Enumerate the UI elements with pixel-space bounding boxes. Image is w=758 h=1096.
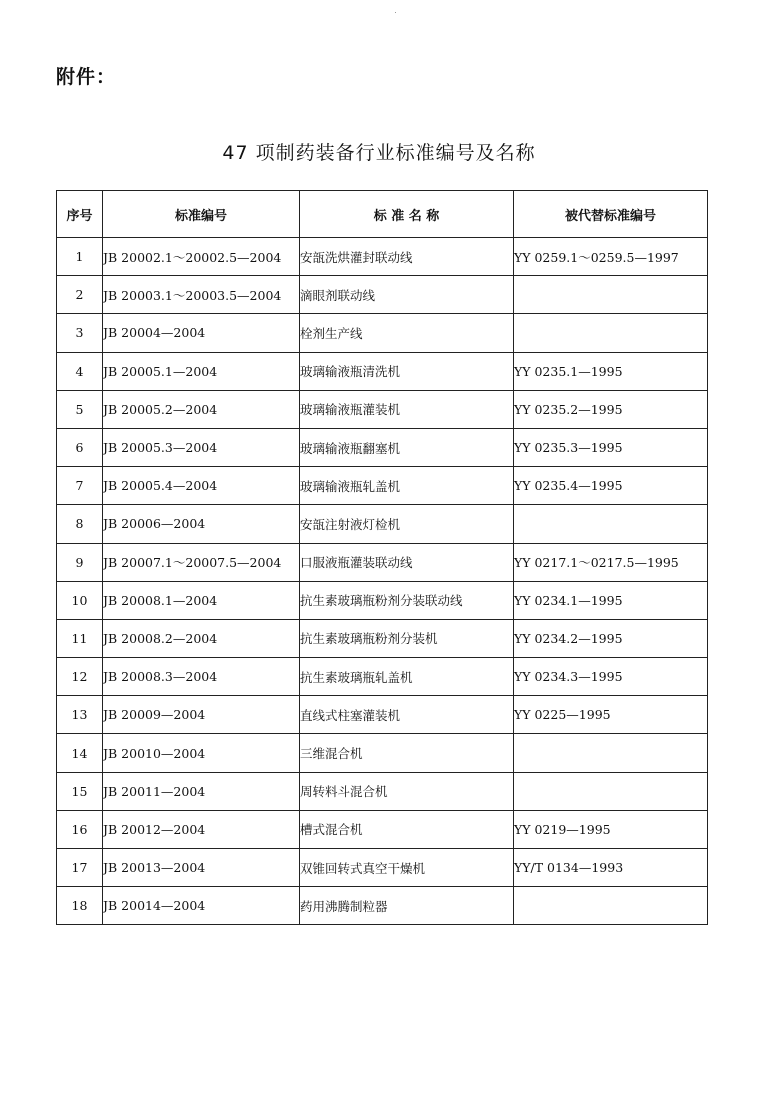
cell-code: JB 20014—2004 [103,887,300,925]
cell-code: JB 20013—2004 [103,849,300,887]
cell-name: 周转料斗混合机 [300,772,514,810]
table-row [57,390,708,428]
cell-seq: 10 [57,581,103,619]
cell-seq: 16 [57,810,103,848]
table-row [57,238,708,276]
cell-replaced: YY 0219—1995 [514,810,708,848]
scan-speck [395,12,396,13]
cell-replaced [514,276,708,314]
table-row [57,581,708,619]
table-row [57,543,708,581]
cell-code: JB 20011—2004 [103,772,300,810]
cell-replaced [514,314,708,352]
table-row [57,467,708,505]
cell-seq: 9 [57,543,103,581]
cell-seq: 17 [57,849,103,887]
table-row [57,619,708,657]
cell-name: 三维混合机 [300,734,514,772]
header-seq: 序号 [57,191,103,238]
table-row [57,505,708,543]
cell-replaced [514,734,708,772]
cell-replaced: YY 0234.1—1995 [514,581,708,619]
cell-code: JB 20008.3—2004 [103,658,300,696]
cell-name: 滴眼剂联动线 [300,276,514,314]
table-row [57,734,708,772]
cell-code: JB 20005.4—2004 [103,467,300,505]
cell-replaced [514,505,708,543]
cell-replaced: YY/T 0134—1993 [514,849,708,887]
standards-table [56,190,708,925]
cell-replaced: YY 0234.2—1995 [514,619,708,657]
table-row [57,658,708,696]
cell-name: 栓剂生产线 [300,314,514,352]
cell-replaced [514,772,708,810]
cell-name: 玻璃输液瓶轧盖机 [300,467,514,505]
cell-seq: 12 [57,658,103,696]
cell-code: JB 20006—2004 [103,505,300,543]
table-row [57,887,708,925]
table-body [57,238,708,925]
cell-replaced: YY 0235.2—1995 [514,390,708,428]
cell-replaced: YY 0217.1～0217.5—1995 [514,543,708,581]
cell-name: 安瓿注射液灯检机 [300,505,514,543]
cell-code: JB 20005.2—2004 [103,390,300,428]
cell-name: 玻璃输液瓶灌装机 [300,390,514,428]
cell-code: JB 20005.3—2004 [103,428,300,466]
cell-seq: 11 [57,619,103,657]
table-row [57,810,708,848]
cell-name: 抗生素玻璃瓶粉剂分装联动线 [300,581,514,619]
cell-seq: 2 [57,276,103,314]
table-row [57,849,708,887]
cell-name: 玻璃输液瓶清洗机 [300,352,514,390]
cell-code: JB 20012—2004 [103,810,300,848]
cell-seq: 14 [57,734,103,772]
cell-code: JB 20008.2—2004 [103,619,300,657]
cell-code: JB 20003.1～20003.5—2004 [103,276,300,314]
header-name: 标 准 名 称 [300,191,514,238]
cell-seq: 3 [57,314,103,352]
cell-code: JB 20002.1～20002.5—2004 [103,238,300,276]
document-title: 47 项制药装备行业标准编号及名称 [222,142,536,164]
cell-seq: 13 [57,696,103,734]
cell-name: 抗生素玻璃瓶粉剂分装机 [300,619,514,657]
cell-replaced: YY 0235.1—1995 [514,352,708,390]
table-row [57,428,708,466]
cell-name: 直线式柱塞灌装机 [300,696,514,734]
table-row [57,696,708,734]
cell-seq: 1 [57,238,103,276]
cell-name: 槽式混合机 [300,810,514,848]
table-header-row [57,191,708,238]
cell-seq: 5 [57,390,103,428]
cell-replaced: YY 0235.3—1995 [514,428,708,466]
cell-replaced: YY 0225—1995 [514,696,708,734]
cell-seq: 8 [57,505,103,543]
cell-seq: 7 [57,467,103,505]
cell-code: JB 20010—2004 [103,734,300,772]
cell-name: 双锥回转式真空干燥机 [300,849,514,887]
cell-seq: 18 [57,887,103,925]
cell-seq: 15 [57,772,103,810]
table-row [57,314,708,352]
cell-replaced: YY 0235.4—1995 [514,467,708,505]
cell-replaced [514,887,708,925]
cell-name: 安瓿洗烘灌封联动线 [300,238,514,276]
header-replaced: 被代替标准编号 [514,191,708,238]
attachment-label: 附件： [56,66,117,88]
cell-name: 口服液瓶灌装联动线 [300,543,514,581]
cell-name: 抗生素玻璃瓶轧盖机 [300,658,514,696]
cell-replaced: YY 0259.1～0259.5—1997 [514,238,708,276]
cell-code: JB 20008.1—2004 [103,581,300,619]
cell-code: JB 20007.1～20007.5—2004 [103,543,300,581]
table-row [57,276,708,314]
cell-code: JB 20004—2004 [103,314,300,352]
cell-replaced: YY 0234.3—1995 [514,658,708,696]
cell-seq: 4 [57,352,103,390]
cell-seq: 6 [57,428,103,466]
cell-name: 玻璃输液瓶翻塞机 [300,428,514,466]
header-code: 标准编号 [103,191,300,238]
cell-code: JB 20009—2004 [103,696,300,734]
table-row [57,352,708,390]
cell-code: JB 20005.1—2004 [103,352,300,390]
table-row [57,772,708,810]
cell-name: 药用沸腾制粒器 [300,887,514,925]
